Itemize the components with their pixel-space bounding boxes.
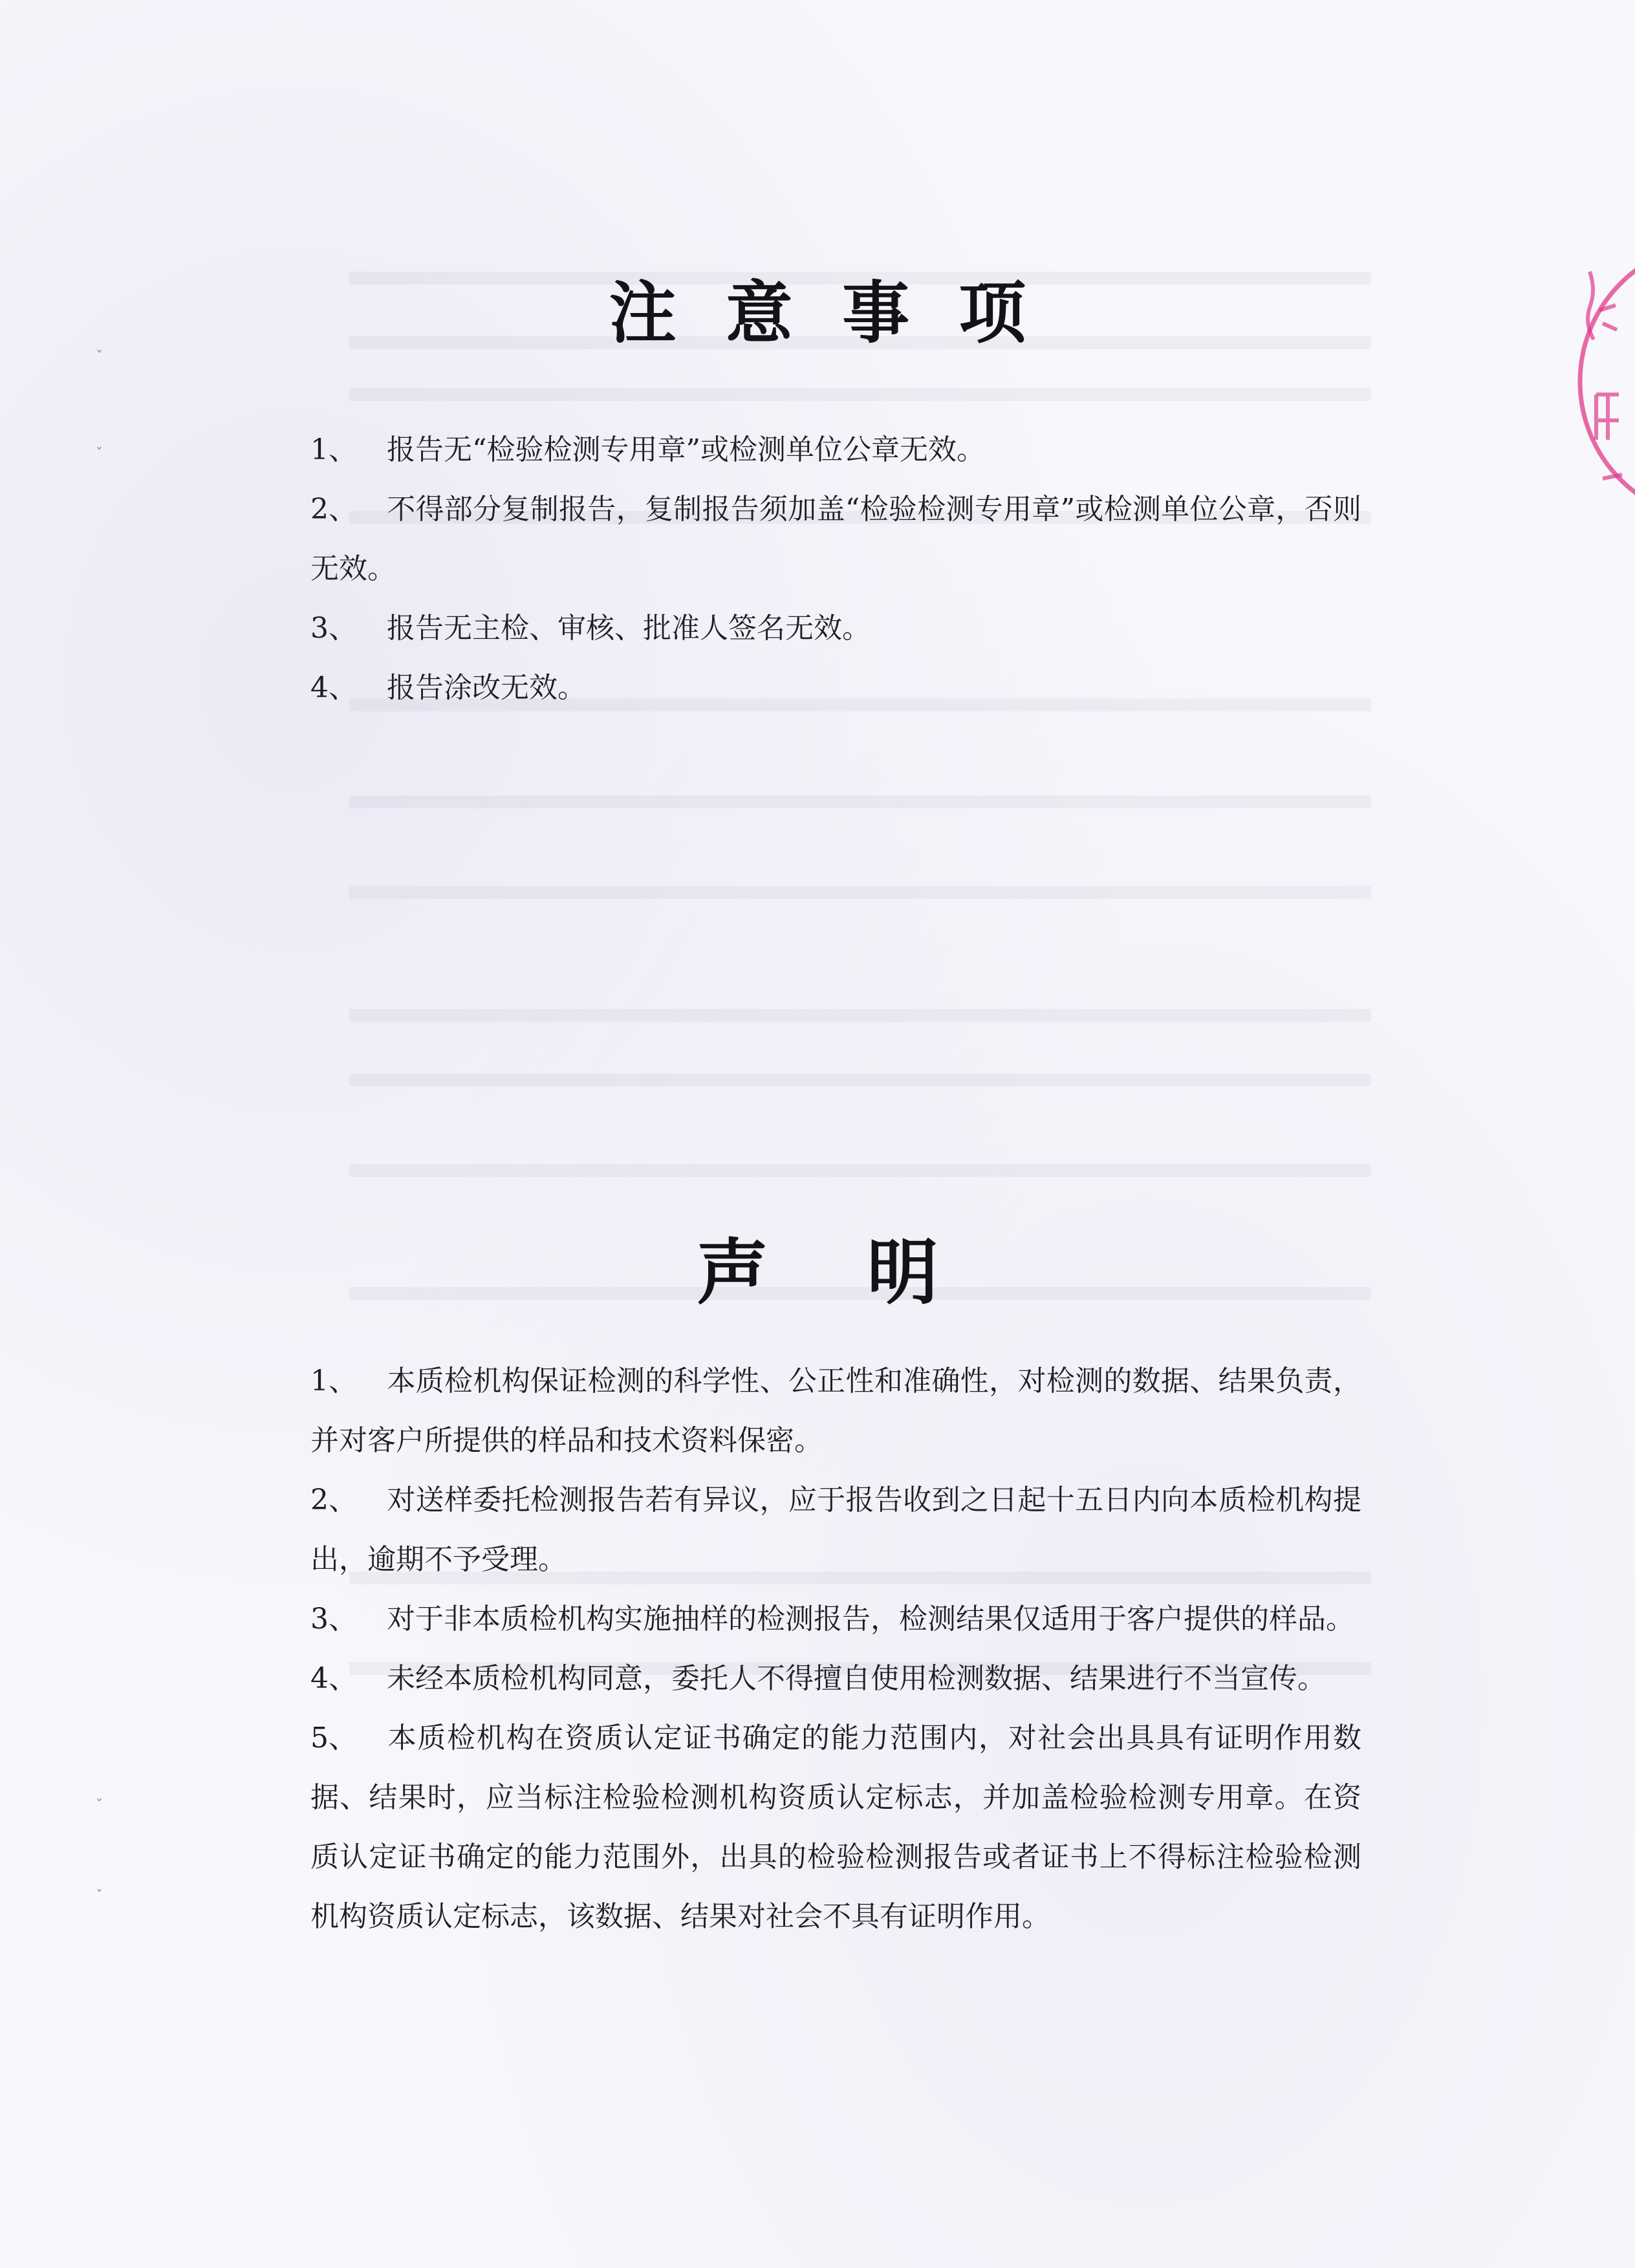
item-number: 2、 xyxy=(310,1484,357,1517)
bleed-through-line xyxy=(349,388,1371,401)
statement-item xyxy=(310,1649,1361,1709)
item-number: 5、 xyxy=(310,1722,357,1755)
statement-title-text: 声 明 xyxy=(697,1231,938,1314)
item-number: 3、 xyxy=(310,1603,357,1636)
item-text: 报告无“检验检测专用章”或检测单位公章无效。 xyxy=(387,433,985,466)
bleed-through-line xyxy=(349,1164,1371,1177)
notice-item xyxy=(310,480,1361,599)
item-number: 1、 xyxy=(310,433,357,466)
bleed-through-line xyxy=(349,795,1371,808)
statement-item xyxy=(310,1471,1361,1590)
binding-mark: ˇ xyxy=(96,446,103,462)
item-text: 不得部分复制报告，复制报告须加盖“检验检测专用章”或检测单位公章，否则无效。 xyxy=(310,493,1361,585)
statement-item xyxy=(310,1590,1361,1649)
item-text: 对送样委托检测报告若有异议，应于报告收到之日起十五日内向本质检机构提出，逾期不予受理。 xyxy=(310,1484,1361,1576)
bleed-through-line xyxy=(349,1009,1371,1022)
item-number: 4、 xyxy=(310,671,357,704)
notice-item xyxy=(310,420,1361,480)
item-number: 1、 xyxy=(310,1365,357,1398)
item-text: 本质检机构保证检测的科学性、公正性和准确性，对检测的数据、结果负责，并对客户所提供的样品和技术资料保密。 xyxy=(310,1365,1361,1457)
statement-item xyxy=(310,1709,1361,1947)
item-number: 3、 xyxy=(310,612,357,645)
item-text: 未经本质检机构同意，委托人不得擅自使用检测数据、结果进行不当宣传。 xyxy=(387,1662,1326,1695)
statement-item xyxy=(310,1352,1361,1471)
binding-mark: ˇ xyxy=(96,349,103,365)
item-number: 4、 xyxy=(310,1662,357,1695)
binding-mark: ˇ xyxy=(96,1798,103,1814)
bleed-through-line xyxy=(349,1074,1371,1086)
binding-mark: ˇ xyxy=(96,1888,103,1905)
item-number: 2、 xyxy=(310,493,357,526)
notice-item xyxy=(310,658,1361,718)
notice-item xyxy=(310,599,1361,658)
notice-title: 注 意 事 项 xyxy=(609,273,1026,352)
statement-list xyxy=(310,1352,1361,1947)
statement-title xyxy=(0,1216,1635,1318)
item-text: 报告无主检、审核、批准人签名无效。 xyxy=(387,612,871,645)
item-text: 对于非本质检机构实施抽样的检测报告，检测结果仅适用于客户提供的样品。 xyxy=(387,1603,1354,1636)
notice-list xyxy=(310,420,1361,718)
bleed-through-line xyxy=(349,886,1371,899)
item-text: 报告涂改无效。 xyxy=(387,671,586,704)
item-text: 本质检机构在资质认定证书确定的能力范围内，对社会出具具有证明作用数据、结果时，应当标注检验检测机构资质认定标志，并加盖检验检测专用章。在资质认定证书确定的能力范围外，出具的检验检测报告或者证书上不得标注检验检测机构资质认定标志，该数据、结果对社会不具有证明作用。 xyxy=(310,1722,1361,1933)
